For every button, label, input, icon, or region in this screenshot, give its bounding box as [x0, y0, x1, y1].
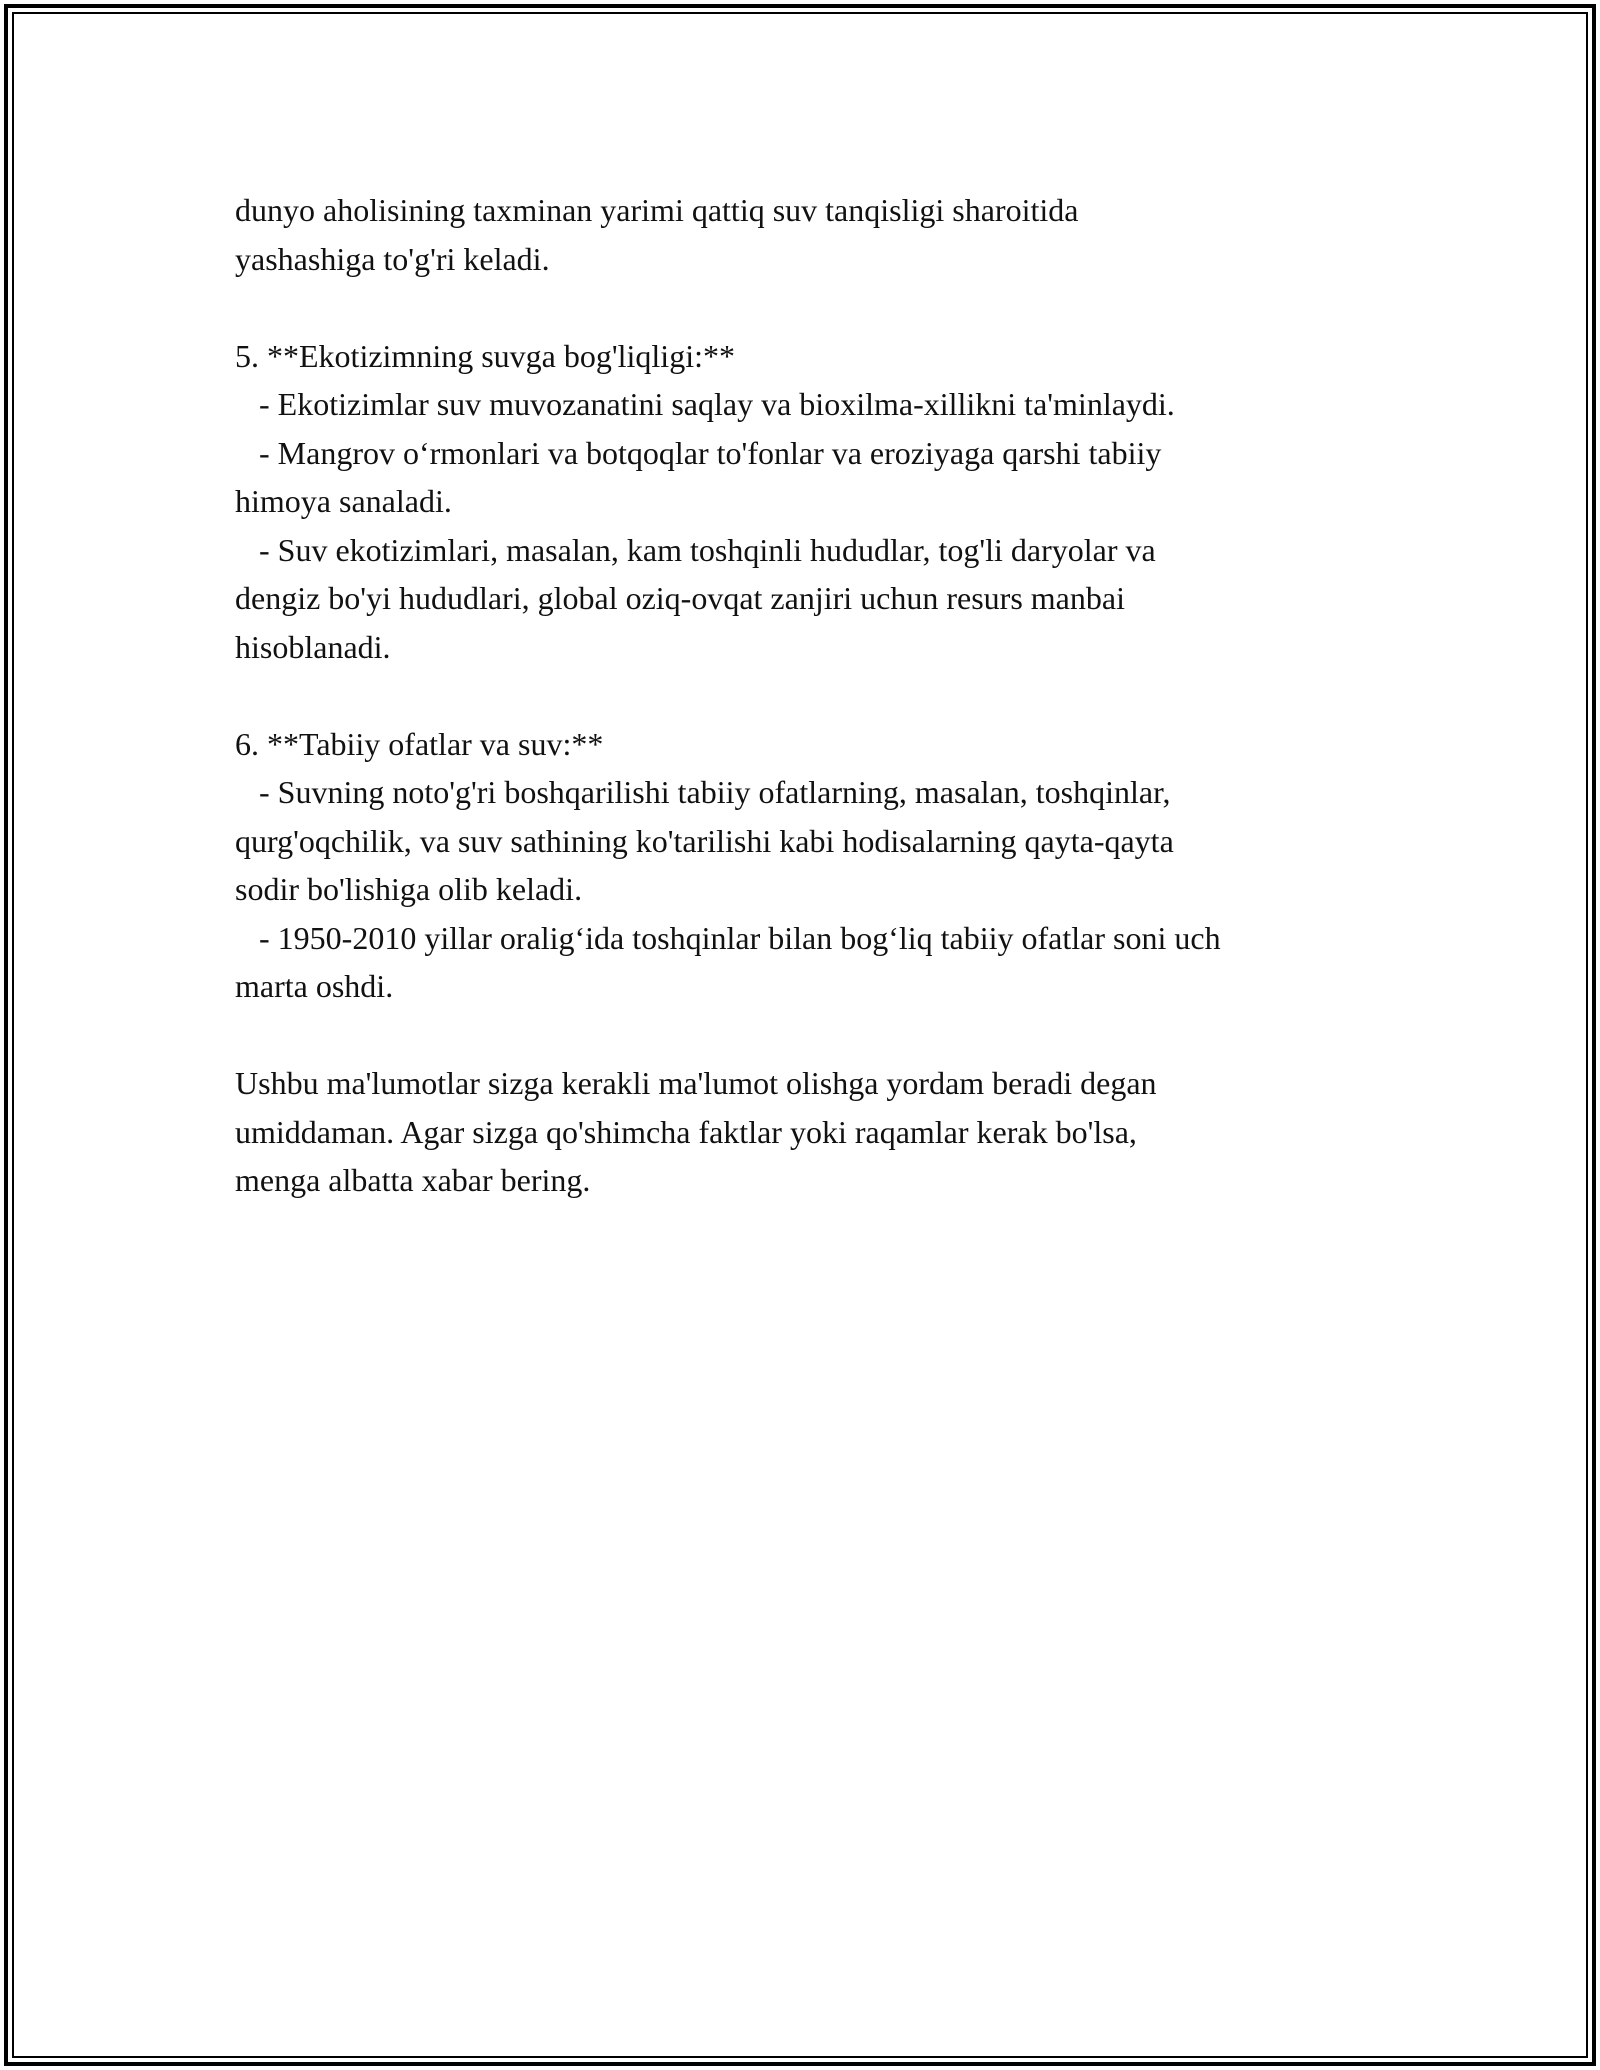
text-line: marta oshdi.	[235, 968, 394, 1004]
text-line: sodir bo'lishiga olib keladi.	[235, 871, 583, 907]
blank-line	[235, 283, 1375, 332]
text-line: qurg'oqchilik, va suv sathining ko'tarilishi kabi hodisalarning qayta-qayta	[235, 822, 1174, 859]
text-line: dengiz bo'yi hududlari, global oziq-ovqat zanjiri uchun resurs manbai	[235, 580, 1125, 616]
bullet-line: - Ekotizimlar suv muvozanatini saqlay va bioxilma-xillikni ta'minlaydi.	[235, 386, 1175, 422]
text-line: hisoblanadi.	[235, 628, 391, 665]
blank-line	[235, 671, 1375, 720]
section-heading: 6. **Tabiiy ofatlar va suv:**	[235, 725, 604, 762]
closing-paragraph-line: menga albatta xabar bering.	[235, 1162, 591, 1198]
text-line: himoya sanaladi.	[235, 483, 452, 519]
bullet-line: - Suvning noto'g'ri boshqarilishi tabiiy ofatlarning, masalan, toshqinlar,	[235, 774, 1171, 810]
text-line: dunyo aholisining taxminan yarimi qattiq suv tanqisligi sharoitida	[235, 192, 1079, 228]
bullet-line: - Suv ekotizimlari, masalan, kam toshqinli hududlar, tog'li daryolar va	[235, 531, 1156, 568]
bullet-line: - 1950-2010 yillar oralig‘ida toshqinlar bilan bog‘liq tabiiy ofatlar soni uch	[235, 919, 1221, 956]
closing-paragraph-line: Ushbu ma'lumotlar sizga kerakli ma'lumot olishga yordam beradi degan	[235, 1065, 1157, 1101]
section-heading: 5. **Ekotizimning suvga bog'liqligi:**	[235, 337, 735, 374]
document-body	[235, 186, 1375, 1205]
closing-paragraph-line: umiddaman. Agar sizga qo'shimcha faktlar yoki raqamlar kerak bo'lsa,	[235, 1113, 1137, 1150]
blank-line	[235, 1011, 1375, 1060]
text-line: yashashiga to'g'ri keladi.	[235, 240, 550, 277]
bullet-line: - Mangrov o‘rmonlari va botqoqlar to'fonlar va eroziyaga qarshi tabiiy	[235, 434, 1162, 471]
